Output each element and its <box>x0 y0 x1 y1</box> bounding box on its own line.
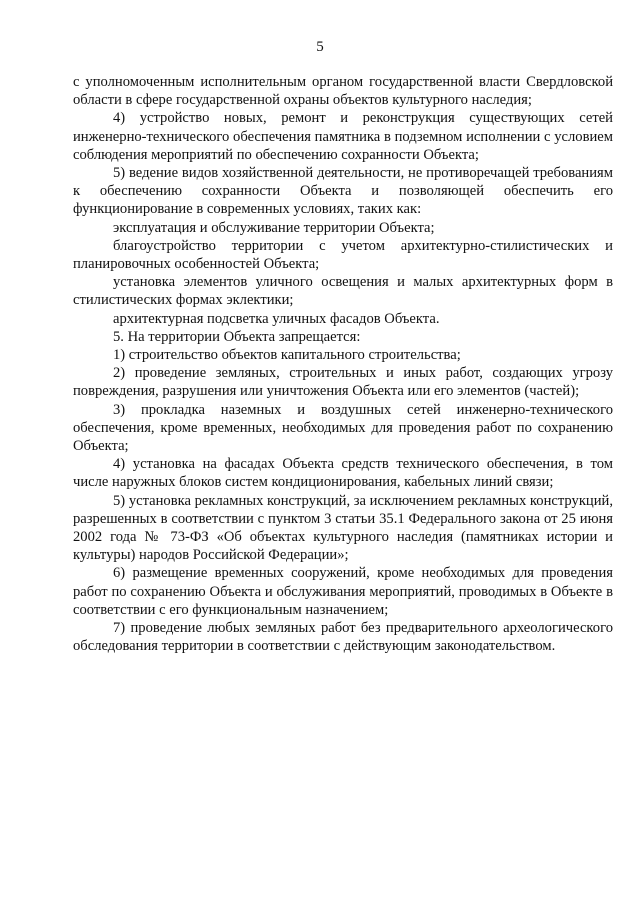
paragraph-subitem: эксплуатация и обслуживание территории Объекта; <box>113 219 435 236</box>
prohibition-item-5: 5) установка рекламных конструкций, за исключением рекламных конструкций, разрешенных в соответствии с пунктом 3 статьи 35.1 Федерального закона от 25 июня 2002 года № 73-ФЗ «Об объектах культурного наследия (памятниках истории и культуры) народов Российской Федерации»; <box>73 492 613 564</box>
paragraph-subitem: архитектурная подсветка уличных фасадов Объекта. <box>113 310 440 327</box>
prohibition-item-2: 2) проведение земляных, строительных и иных работ, создающих угрозу повреждения, разрушения или уничтожения Объекта или его элементов (частей); <box>73 365 613 400</box>
prohibition-item-4: 4) установка на фасадах Объекта средств технического обеспечения, в том числе наружных блоков систем кондиционирования, кабельных линий связи; <box>73 456 613 491</box>
prohibition-item-7: 7) проведение любых земляных работ без предварительного археологического обследования территории в соответствии с действующим законодательством. <box>73 620 613 655</box>
paragraph-item-4: 4) устройство новых, ремонт и реконструкция существующих сетей инженерно-технического обеспечения памятника в подземном исполнении с условием соблюдения мероприятий по обеспечению сохранности Объекта; <box>73 110 613 163</box>
prohibition-item-3: 3) прокладка наземных и воздушных сетей инженерно-технического обеспечения, кроме временных, необходимых для проведения работ по сохранению Объекта; <box>73 401 613 455</box>
prohibition-item-1: 1) строительство объектов капитального строительства; <box>113 347 461 364</box>
page-number: 5 <box>316 39 324 55</box>
paragraph-subitem: благоустройство территории с учетом архитектурно-стилистических и планировочных особенностей Объекта; <box>73 237 613 273</box>
paragraph-subitem: установка элементов уличного освещения и малых архитектурных форм в стилистических формах эклектики; <box>73 274 613 309</box>
paragraph-continuation: с уполномоченным исполнительным органом государственной власти Свердловской области в сфере государственной охраны объектов культурного наследия; <box>73 74 613 109</box>
paragraph-item-5: 5) ведение видов хозяйственной деятельности, не противоречащей требованиям к обеспечению сохранности Объекта и позволяющей обеспечить его функционирование в современных условиях, таких как: <box>73 165 613 218</box>
section-heading-5: 5. На территории Объекта запрещается: <box>113 328 361 345</box>
prohibition-item-6: 6) размещение временных сооружений, кроме необходимых для проведения работ по сохранению Объекта и обслуживания мероприятий, проводимых в Объекте в соответствии с его функциональным назначением; <box>73 565 613 618</box>
document-body <box>73 73 613 656</box>
